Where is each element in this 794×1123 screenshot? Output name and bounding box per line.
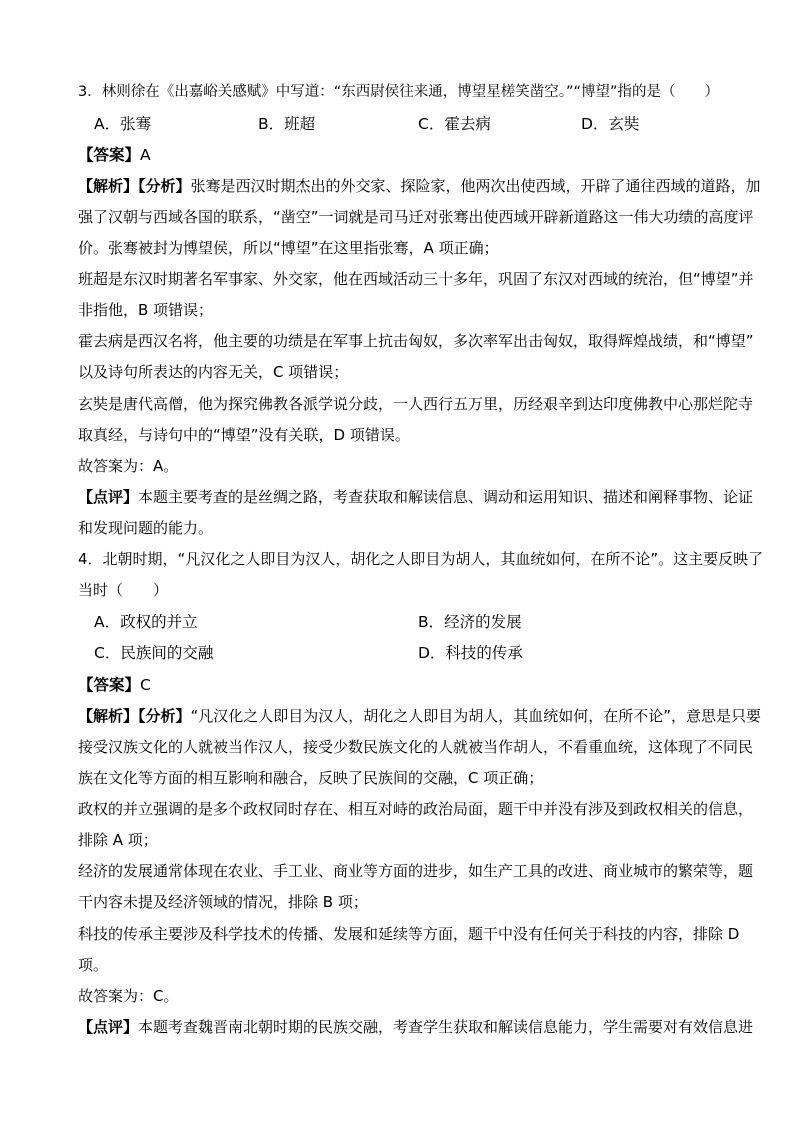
- comment-tag: 【点评】: [78, 1018, 139, 1036]
- q4-analysis-line: 族在文化等方面的相互影响和融合，反映了民族间的交融，C 项正确；: [78, 769, 544, 787]
- q3-comment-line: [78, 487, 753, 507]
- q3-stem: 3．林则徐在《出嘉峪关感赋》中写道：“东西尉侯往来通，博望星槎笑凿空。”“博望”指的是（ ）: [78, 84, 720, 100]
- q3-final-answer: 故答案为：A。: [78, 457, 179, 475]
- q4-answer: [78, 675, 151, 695]
- q3-option-c: C．霍去病: [418, 115, 491, 133]
- comment-tag: 【点评】: [78, 488, 139, 506]
- answer-tag: 【答案】: [78, 146, 141, 164]
- q3-analysis-line: 非指他，B 项错误；: [78, 301, 214, 319]
- q4-analysis-line: 干内容未提及经济领域的情况，排除 B 项；: [78, 893, 368, 911]
- q4-analysis-line: [78, 706, 761, 726]
- q4-option-c: C．民族间的交融: [94, 644, 214, 662]
- q4-analysis-line: 经济的发展通常体现在农业、手工业、商业等方面的进步，如生产工具的改进、商业城市的繁荣等，题: [78, 862, 754, 880]
- q4-analysis-line: 接受汉族文化的人就被当作汉人，接受少数民族文化的人就被当作胡人，不看重血统，这体现了不同民: [78, 738, 754, 756]
- q3-analysis-line: [78, 176, 761, 196]
- q3-answer: [78, 145, 151, 165]
- q4-option-b: B．经济的发展: [418, 613, 522, 631]
- q4-analysis-line: 政权的并立强调的是多个政权同时存在、相互对峙的政治局面，题干中并没有涉及到政权相关的信息，: [78, 800, 754, 818]
- q3-analysis-line: 以及诗句所表达的内容无关，C 项错误；: [78, 363, 349, 381]
- q4-stem: 4．北朝时期，“凡汉化之人即目为汉人，胡化之人即目为胡人，其血统如何，在所不论”。这主要反映了: [78, 550, 764, 568]
- q3-analysis-line: 强了汉朝与西域各国的联系，“凿空”一词就是司马迁对张骞出使西域开辟新道路这一伟大功绩的高度评: [78, 208, 754, 226]
- q4-option-d: D．科技的传承: [418, 644, 523, 662]
- answer-value: C: [140, 676, 151, 694]
- q4-final-answer: 故答案为：C。: [78, 987, 179, 1005]
- q4-option-a: A．政权的并立: [94, 613, 198, 631]
- q4-stem: 当时（ ）: [78, 581, 169, 599]
- q3-analysis-line: 霍去病是西汉名将，他主要的功绩是在军事上抗击匈奴，多次率军出击匈奴，取得辉煌战绩，和“博望”: [78, 332, 754, 350]
- q4-comment-line: [78, 1017, 753, 1037]
- q4-analysis-line: 项。: [78, 956, 109, 974]
- q3-option-a: A．张骞: [94, 115, 152, 133]
- answer-tag: 【答案】: [78, 676, 141, 694]
- q4-analysis-line: 科技的传承主要涉及科学技术的传播、发展和延续等方面，题干中没有任何关于科技的内容，排除 D: [78, 925, 740, 943]
- q3-option-b: B．班超: [258, 115, 316, 133]
- analysis-tag: 【解析】【分析】: [78, 177, 191, 195]
- analysis-text: “凡汉化之人即目为汉人，胡化之人即目为胡人，其血统如何，在所不论”，意思是只要: [190, 707, 762, 725]
- analysis-text: 张骞是西汉时期杰出的外交家、探险家，他两次出使西域，开辟了通往西域的道路，加: [190, 177, 761, 195]
- q3-analysis-line: 班超是东汉时期著名军事家、外交家，他在西域活动三十多年，巩固了东汉对西域的统治，但“博望”并: [78, 270, 754, 288]
- q3-analysis-line: 玄奘是唐代高僧，他为探究佛教各派学说分歧，一人西行五万里，历经艰辛到达印度佛教中心那烂陀寺: [78, 395, 754, 413]
- comment-text: 本题考查魏晋南北朝时期的民族交融，考查学生获取和解读信息能力，学生需要对有效信息进: [138, 1018, 754, 1036]
- q3-analysis-line: 取真经，与诗句中的“博望”没有关联，D 项错误。: [78, 426, 410, 444]
- q3-option-d: D．玄奘: [581, 115, 640, 133]
- comment-text: 本题主要考查的是丝绸之路，考查获取和解读信息、调动和运用知识、描述和阐释事物、论证: [138, 488, 754, 506]
- q3-analysis-line: 价。张骞被封为博望侯，所以“博望”在这里指张骞，A 项正确；: [78, 239, 499, 257]
- analysis-tag: 【解析】【分析】: [78, 707, 191, 725]
- q3-comment-line: 和发现问题的能力。: [78, 519, 214, 537]
- q4-analysis-line: 排除 A 项；: [78, 831, 158, 849]
- answer-value: A: [140, 146, 151, 164]
